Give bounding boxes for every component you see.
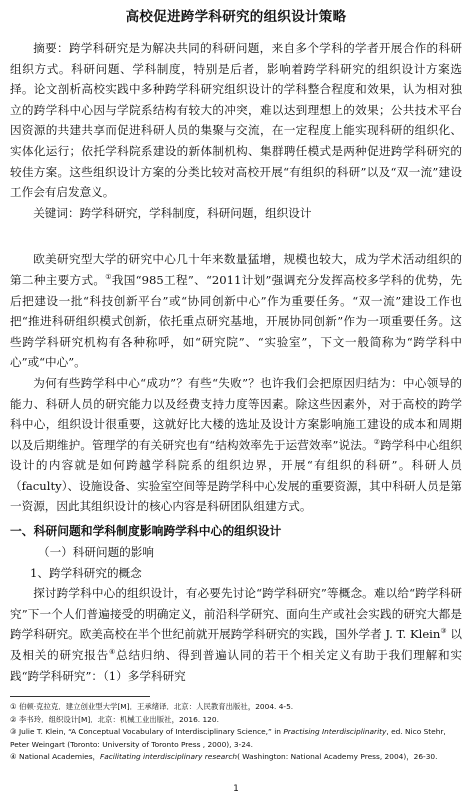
footnote-divider: [10, 696, 150, 697]
footnote-2: [10, 714, 462, 727]
footnote-3: [10, 726, 462, 751]
footnote-mark: ①: [10, 702, 17, 712]
section-p1-text-b: 以及相关的研究报告: [10, 627, 462, 663]
section-heading: 一、科研问题和学科制度影响跨学科中心的组织设计: [10, 524, 282, 539]
footnote-ref-2[interactable]: ②: [373, 437, 381, 446]
footnote-4: [10, 751, 462, 764]
intro-p1-text-a: 欧美研究型大学的研究中心几十年来数量猛增，规模也较大，成为学术活动组织的第二种主要方式。: [10, 252, 462, 287]
footnote-text: 李书玲．组织设计[M]．北京：机械工业出版社，2016. 120.: [19, 714, 219, 724]
subsubsection-heading: 1、跨学科研究的概念: [30, 565, 142, 580]
intro-p1-text-b: 我国“985工程”、“2011计划”强调充分发挥高校多学科的优势，先后把建设一批“科技创新平台”或“协同创新中心”作为重要任务。“双一流”建设工作也把“推进科研组织模式创新，依托重点研究基地，开展协同创新”作为一项重要任务。这些跨学科研究机构有各种称呼，如“研究院”、“实验室”，下文一般简称为“跨学科中心”或“中心”。: [10, 272, 462, 370]
page-number: 1: [233, 784, 239, 794]
footnote-ref-1[interactable]: ①: [105, 273, 112, 282]
section-p1-text-c: 总结归纳、得到普遍认同的若干个相关定义有助于我们理解和实践“跨学科研究”：（1）多学科研究: [10, 648, 462, 683]
intro-p2-text-b: 跨学科中心组织设计的内容就是如何跨越学科院系的组织边界，开展“有组织的科研”。科研人员（faculty）、设施设备、实验室空间等是跨学科中心发展的重要资源，其中科研人员是第一资源，因此其组织设计的核心内容是科研团队组建方式。: [10, 437, 462, 514]
footnote-ref-4[interactable]: ④: [109, 648, 117, 657]
footnote-mark: ④: [10, 752, 17, 762]
section-p1-text-a: 探讨跨学科中心的组织设计，有必要先讨论“跨学科研究”等概念。难以给“跨学科研究”下一个人们普遍接受的明确定义，前沿科学研究、面向生产或社会实践的研究大都是跨学科研究。欧美高校在半个世纪前就开展跨学科研究的实践，国外学者 J. T. Klein: [10, 586, 462, 642]
footnote-1: [10, 701, 462, 714]
footnote-mark: ③: [10, 727, 17, 737]
footnote-text-a: Julie T. Klein, “A Conceptual Vocabulary of Interdisciplinary Science,” in: [19, 727, 284, 737]
subsection-heading: （一）科研问题的影响: [38, 545, 154, 560]
footnote-text: 伯顿·克拉克．建立创业型大学[M]．王承绪译．北京：人民教育出版社，2004. 4-5.: [19, 702, 294, 712]
intro-p2-text-a: 为何有些跨学科中心“成功”？有些“失败”？也许我们会把原因归结为：中心领导的能力、科研人员的研究能力以及经费支持力度等因素。除这些因素外，对于高校的跨学科中心，组织设计很重要，这就好比大楼的选址及设计方案影响施工建设的成本和周期以及后期维护。管理学的有关研究也有“结构效率先于运营效率”说法。: [10, 375, 462, 452]
abstract-paragraph: 摘要：跨学科研究是为解决共同的科研问题，来自多个学科的学者开展合作的科研组织方式。科研问题、学科制度，特别是后者，影响着跨学科研究的组织设计方案选择。论文剖析高校实践中多种跨学科研究组织设计的学科整合程度和效果，认为相对独立的跨学科中心因与学院系结构有较大的冲突，难以达到理想上的效果；公共技术平台因资源的共建共享而促进科研人员的集聚与交流，在一定程度上能实现科研的组织化、实体化运行；依托学科院系建设的新体制机构、集群聘任模式是两种促进跨学科研究的较佳方案。这些组织设计方案的分类比较对高校开展“有组织的科研”以及“双一流”建设工作会有启发意义。: [10, 41, 462, 200]
footnote-report-title: Facilitating interdisciplinary research: [99, 752, 238, 762]
intro-paragraph-2: [10, 373, 462, 517]
footnote-ref-3[interactable]: ③: [440, 627, 447, 636]
footnote-mark: ②: [10, 714, 17, 724]
intro-paragraph-1: [10, 249, 462, 373]
footnote-text-b: , ed. Nico Stehr, Peter Weingart (Toronto: University of Toronto Press , 2000), 3-24.: [10, 727, 446, 749]
keywords-line: 关键词：跨学科研究，学科制度，科研问题，组织设计: [33, 205, 312, 220]
footnote-text-b: ( Washington: National Academy Press, 2004)，26-30.: [237, 752, 438, 762]
paper-title: 高校促进跨学科研究的组织设计策略: [125, 9, 347, 25]
section-paragraph-1: [10, 583, 462, 686]
footnote-text-a: National Academies，: [19, 752, 100, 762]
footnote-book-title: Practising Interdisciplinarity: [283, 727, 387, 737]
